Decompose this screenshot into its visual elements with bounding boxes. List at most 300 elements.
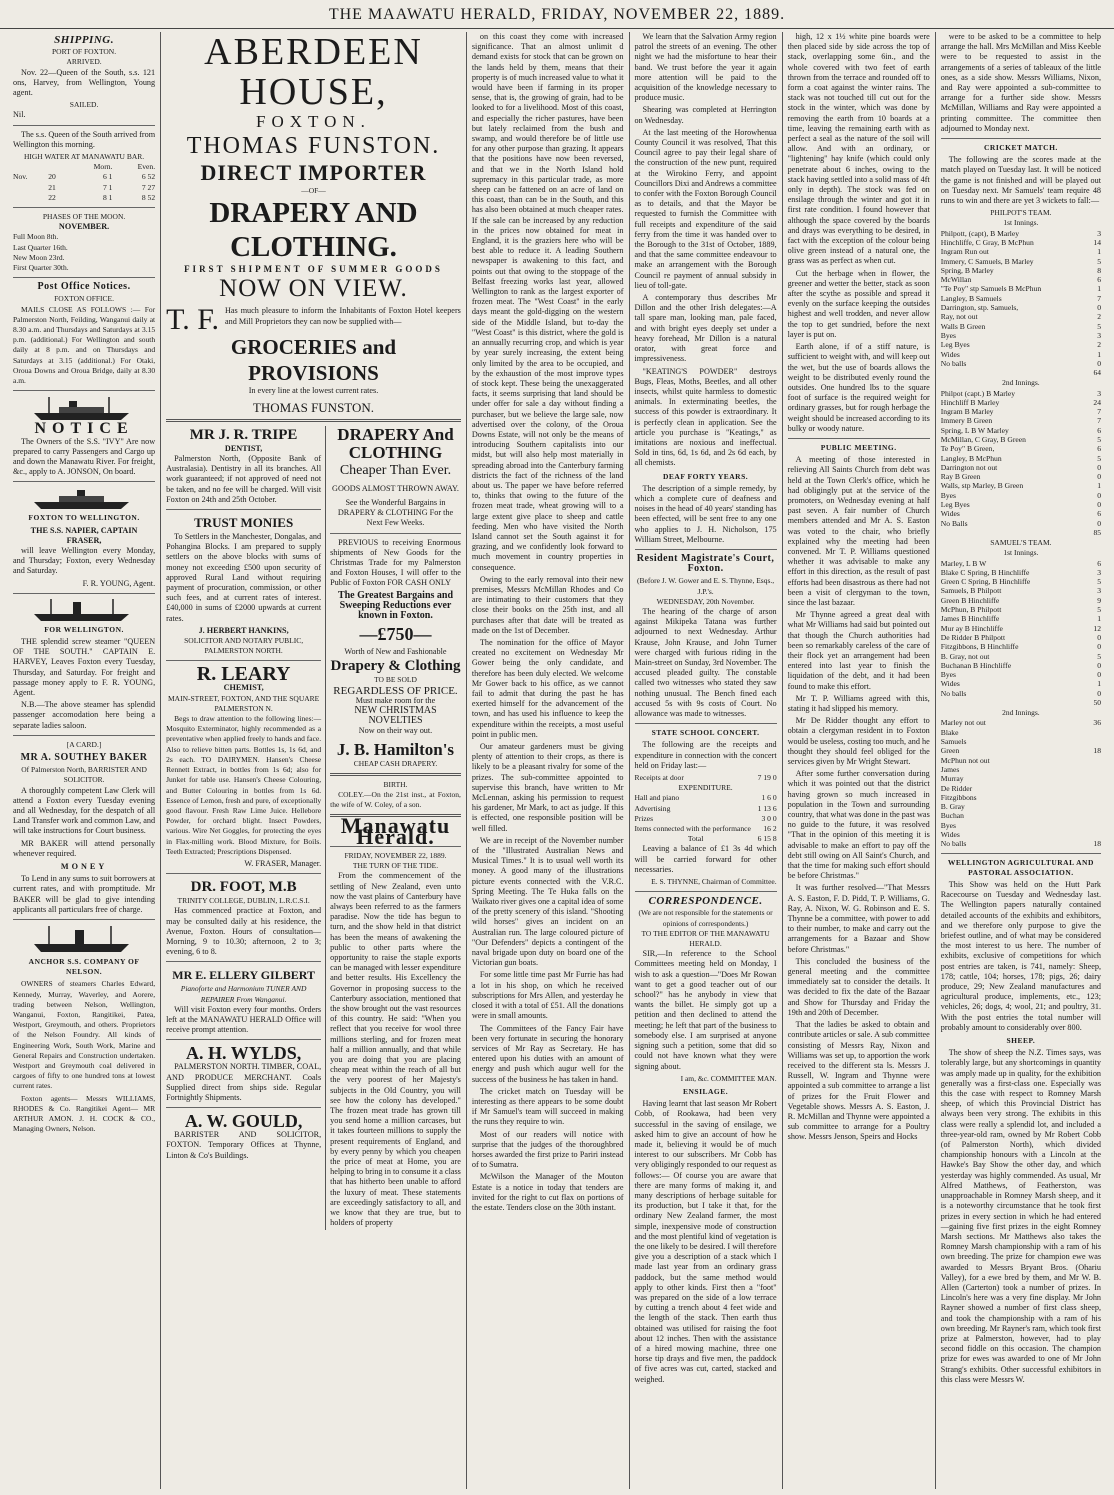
cheaper-heading: Cheaper Than Ever. [339, 462, 452, 478]
player-name: McPhun, B Philpott [940, 605, 1002, 615]
score-row [941, 728, 1101, 737]
score-row [941, 737, 1101, 746]
article-text: Mr De Ridder thought any effort to obtain a clergyman resident in to Foxton would be useless, costing too much, and he thought they should feel obliged for the services given by Mr Wright Stewart. [787, 716, 930, 767]
now2-label: Now on their way out. [358, 726, 433, 736]
player-name: Darrington, stp. Samuels, [940, 303, 1019, 313]
player-name: Ray B Green [940, 472, 981, 482]
player-score: 0 [1097, 688, 1102, 698]
player-score: 0 [1097, 462, 1102, 472]
anchor-steamer-icon [29, 924, 139, 954]
player-score: 9 [1097, 595, 1102, 605]
player-name: McPhun not out [940, 755, 990, 765]
player-name: "Te Poy" stp Samuels B McPhun [940, 284, 1042, 294]
team2-heading: SAMUEL'S TEAM. [990, 538, 1052, 548]
cricket-heading: CRICKET MATCH. [983, 143, 1058, 153]
player-name: Ray, not out [940, 312, 978, 322]
article-text: The nomination for the office of Mayor created no excitement on Wednesday Mr Gower being the only candidate, and therefore has been duly elected. We welcome Mr Gower back to his office, as we cannot fail to admit that during the past he has exerted himself for the advancement of the town, and has used his influence to keep the expenditure within the receipts, a most useful point in public men. [471, 637, 624, 739]
article-text: on this coast they come with increased significance. That an almost unlimit d demand exists for stock that can be grown on the lands held by them, means that their property is of much increased value to what it would have been if farming in its proper sense, that is, the growing of grain, had to be looked to for a livelihood. Most of this coast, and especially the richer pastures, have been but lately reclaimed from the bush and swamp, and would therefore be of little use for any other purpose than grazing. It appears that the positions have now been reversed, and that we in the North Island hold supremacy in this particular trade, as more sheep can be fattened on an acre of land on this coast, than can be in the South, and this has also been obtained at much cheaper rates. If the sale can be increased by any reduction in the prices now obtained for meat in England, it is the graziers here who will be best able to reduce it. A leading Southern newspaper is awakening to this fact, and points out that owing to the stoppage of the Belfast freezing works last year, allowed Wellington to rank as the largest exporter of frozen meat. The "West Coast" in the early days meant the gold-digging on the western side of the Middle Island, but to-day the "West Coast" is this district, where the gold is an annually recurring crop, and which is year by year surely increasing, the extent being only limited by the area to be occupied, and by the exhaustion of the most improve types of stock kept. These being the unexaggerated facts, it seems surprising that land should be under offer for sale a day without finding a purchaser, but we believe the large sale, now advertised over the colony, of the Oroua Downs Estate, will not only be the means of introducing Southern capitalists into our midst, but will also help most materially in spreading abroad into the Canterbury farming districts the fact of the richness of the land about us. The paper we have before referred to, thinks that owing to the future of the frozen meat trade, wheat growing will to a large extent give place to sheep and cattle feeding. Men who have visited the North Island cannot set the South against it for grazing, and we confidently look forward to much movement in country properties in consequence. [471, 32, 624, 572]
trust-text: To Settlers in the Manchester, Dongalas, and Pohangina Blocks. I am prepared to supply settlers on the above blocks with sums of money not exceeding £500 upon security of approved Rural Land without requiring payment of procuration, commission, or other such fees, and at current rates of interest. £40,000 in sums of £2000 upwards at current rates. [166, 532, 322, 623]
player-name: De Ridder [940, 783, 973, 793]
correspondence-text: SIR,—In reference to the School Committees meeting held on Monday, I wish to ask a question—"Does Mr Rowan want to get a good teacher out of our school?" has he anybody in view that wants the billet. He simply got up a petition and then declined to attend the meeting; he left that part of the business to somebody else. I am surprised at anyone signing such a petition, some that did so could not have known what they were signing about. [634, 949, 777, 1071]
player-score: 6 [1097, 509, 1102, 519]
player-score: 3 [1097, 330, 1102, 340]
ellery-sub: Pianoforte and Harmonium TUNER AND REPAIRER From Wanganui. [180, 984, 307, 1004]
article-text: That the ladies be asked to obtain and contribute articles or sale. A sub committee consisting of Messrs Ray, Nixon and Williams was set up, to apportion the work received to the different sta ls. Messrs J. Russell, W. Ingram and Thynne were appointed a sub committee to arrange a list of prizes for the Fruit Flower and Vegetable shows. Messrs A. S. Easton, J. R. McMillan and Thynne were appointed a sub committee to arrange for a Poultry show. Messrs Jenson, Speirs and Hocks [787, 1020, 930, 1142]
player-name: Ingram B Marley [940, 407, 994, 417]
player-score: 1 [1097, 284, 1102, 294]
player-name: Marley, L B W [940, 558, 987, 568]
foxton-heading: FOXTON. [256, 112, 371, 131]
innings-label: 2nd Innings. [1002, 708, 1040, 718]
chemist-label: CHEMIST, [223, 683, 264, 693]
sheep-heading: SHEEP. [1006, 1036, 1036, 1046]
sailed-label: SAILED. [69, 100, 99, 110]
foot-text: Has commenced practice at Foxton, and may be consulted daily at his residence, the Avenue, Foxton. Hours of consultation—Morning, 9 to 10.30; afternoon, 2 to 3; evening, 6 to 8. [166, 906, 322, 957]
now-on-view: NOW ON VIEW. [219, 275, 408, 303]
player-name: Philpot (capt.) B Marley [940, 388, 1016, 398]
herald-title: Manawatu Herald. [340, 813, 451, 849]
article-text: We learn that the Salvation Army region patrol the streets of an evening. The other night we had the misfortune to hear their band. We trust before the year it again more attention will be paid to the acquisition of the knowledge necessary to produce music. [634, 32, 777, 103]
score-row [941, 793, 1101, 802]
correspondence-heading: CORRESPONDENCE. [648, 895, 763, 908]
notice-heading: NOTICE [34, 420, 134, 438]
player-name: Immery, C Samuels, B Marley [940, 256, 1034, 266]
meeting-text: A meeting of those interested in relieving All Saints Church from debt was held at the Town Clerk's office, which he had obligingly put at the service of the promoters, on Wednesday evening at half past seven. A fair number of Church members attended and Mr A. S. Easton was voted to the chair, who briefly explained why the meeting had been convened. Mr T. P. Williams questioned whether it was advisable to make any effort in this direction, as the result of past efforts had been disastrous as there had not been a visit of clergyman to the town, since the last bazaar. [787, 455, 930, 607]
drapery2-heading: DRAPERY And CLOTHING [337, 424, 454, 462]
hankins-name: J. HERBERT HANKINS, [198, 625, 289, 635]
player-name: Spring, B Marley [940, 265, 994, 275]
article-text: The cricket match on Tuesday will be interesting as there appears to be some doubt if Mr Samuel's team will succeed in making the runs they require to win. [471, 1086, 624, 1127]
arrived-label: ARRIVED. [66, 57, 102, 67]
player-score: 0 [1097, 518, 1102, 528]
player-name: Hinchliff B Marley [940, 397, 1000, 407]
wylds-text: PALMERSTON NORTH. TIMBER, COAL, AND PRODUCE MERCHANT. Coals Supplied direct from ships side. Regular Fortnightly Shipments. [166, 1062, 322, 1102]
score-row [941, 689, 1101, 698]
article-text: McWilson the Manager of the Mouton Estate is a notice in today that tenders are invited for the right to cut flax on portions of the estate. Tenders close on the 30th instant. [471, 1172, 624, 1212]
score-row [941, 247, 1101, 256]
post-office-text: MAILS CLOSE AS FOLLOWS :— For Palmerston North, Feilding, Wanganui daily at 8.30 a.m. and Thursdays and Saturdays at 3.15 p.m. (additional.) For Wellington and south daily at 8 p.m. and on Thursdays and Saturdays at 3.15 (additional.) For Otaki, Oroua Downs and Oroua Bridge, daily at 8.30 a.m. [13, 304, 156, 386]
player-name: B. Gray, not out [940, 651, 990, 661]
leary-text: Begs to draw attention to the following lines:— Mosquito Exterminator, highly recommended as a preventative when applied freely to hands and face. Also to relieve bitten parts. Bottles 1s, 1s 6d, and 2s each. TO DAIRYMEN. Hansen's Cheese Rennett Extract, in bottles from 1s 6d; also for Junket for table use. Hansen's Cheese Colouring, and Butter Colouring in bottles from 1s 6d. Essence of Lemon, fresh and pure, of exceptionally good flavour. Fresh Raw Lime Juice. Hellebore Powder, for orchard blight. Insect Powders, various. Wire Net Goggles, for protecting the eyes in Flax-milling work. Blood Mixture, for Boils. Teeth Extracted; Prescriptions Dispensed. [166, 714, 322, 856]
score-row [941, 774, 1101, 783]
article-text: A contemporary thus describes Mr Dillon and the other Irish delegates:—A tall spare man, looking man, pale faced, and with bright eyes deeply set under a heavy forehead, Mr Dillon is a natural orator, with great force and impressiveness. [634, 293, 777, 364]
article-text: After some further conversation during which it was pointed out that the district having grown so much increased in population in the Town and surrounding country, that what was done in the past was no guide to the future, it was resolved "That in the opinion of this meeting it is advisable to make an effort to pay off the debt still owing on All Saint's Church, and that the time for making such effort should be before Christmas." [787, 769, 930, 881]
cricket-intro: The following are the scores made at the match played on Tuesday last. It will be noticed the game is not finished and will be played out on Tuesday next. Mr Samuels' team require 48 runs to win and there are yet 3 wickets to fall:— [940, 155, 1102, 206]
score-row [941, 266, 1101, 275]
score-row [941, 568, 1101, 577]
score-row [941, 756, 1101, 765]
score-row [941, 350, 1101, 359]
keating-ad: "KEATING'S POWDER" destroys Bugs, Fleas, Moths, Beetles, and all other insects, whilst quite harmless to domestic animals. In exterminating beetles, the success of this powder is extraordinary. It is perfectly clean in application. See the article you purchase is "Keatings," as imitations are noxious and ineffectual. Sold in tins, 6d, 1s 6d, and 2s 6d each, by all chemists. [634, 366, 777, 468]
score-row [941, 614, 1101, 623]
moon-phase: First Quarter 30th. [13, 263, 69, 273]
queen-note: N.B.—The above steamer has splendid passenger accomodation here being a separate ladies saloon. [13, 700, 156, 730]
player-score: 5 [1097, 256, 1102, 266]
concert-heading: STATE SCHOOL CONCERT. [651, 728, 760, 738]
high-water-heading: HIGH WATER AT MANAWATU BAR. [23, 152, 145, 162]
player-name: Green B Hinchliffe [940, 595, 1000, 605]
baker-text2: MR BAKER will attend personally whenever required. [13, 838, 156, 858]
score-row [941, 257, 1101, 266]
player-name: Wides [940, 349, 960, 359]
score-row [941, 398, 1101, 407]
ensilage-heading: ENSILAGE. [683, 1086, 729, 1096]
hamilton-heading: J. B. Hamilton's [336, 739, 455, 759]
player-score: 2 [1097, 340, 1102, 350]
player-score: 0 [1097, 358, 1102, 368]
deaf-text: The description of a simple remedy, by which a complete cure of deafness and noises in the head of 40 years' standing has been effected, will be sent free to any one who applies to J. H. Nicholson, 175 William Street, Melbourne. [634, 483, 777, 544]
player-name: De Ridder B Philpott [940, 632, 1006, 642]
player-score: 8 [1097, 265, 1102, 275]
player-score: 5 [1097, 577, 1102, 587]
score-row [941, 322, 1101, 331]
player-score: 0 [1097, 490, 1102, 500]
player-name: Fitzgibbons, B Hinchliffe [940, 642, 1019, 652]
score-total: 64 [1093, 368, 1102, 378]
moon-heading: PHASES OF THE MOON. [42, 212, 126, 222]
scorecard [941, 718, 1101, 848]
steamer-icon [29, 598, 139, 622]
post-office-heading: Post Office Notices. [37, 281, 131, 293]
wonderful-label: See the Wonderful Bargains in DRAPERY & CLOTHING For the Next Few Weeks. [337, 498, 454, 528]
column-news-3 [783, 32, 936, 1489]
score-row [941, 661, 1101, 670]
score-row [941, 633, 1101, 642]
tide-heading: THE TURN OF THE TIDE. [352, 861, 439, 871]
sailed-nil: Nil. [13, 110, 26, 120]
player-score [1083, 784, 1101, 793]
correspondence-sign: I am, &c. COMMITTEE MAN. [680, 1073, 777, 1083]
player-score [1083, 756, 1101, 765]
player-name: Hinchliffe, C Gray, B McPhun [940, 237, 1034, 247]
score-row [941, 746, 1101, 755]
player-score: 3 [1097, 586, 1102, 596]
column-advertisements [161, 32, 467, 1489]
score-row [941, 481, 1101, 490]
player-score: 6 [1097, 558, 1102, 568]
steamer-icon [29, 395, 139, 421]
importer-heading: DIRECT IMPORTER [200, 160, 427, 185]
room-label: Must make room for the [355, 695, 436, 705]
player-score: 0 [1097, 632, 1102, 642]
moon-phase: Full Moon 8th. [13, 232, 59, 242]
player-score [1083, 765, 1101, 774]
player-score: 1 [1097, 481, 1102, 491]
article-text: At the last meeting of the Horowhenua County Council it was resolved, That this Council agree to pay their legal share of the construction of the new punt, required at the Wirokino Ferry, and appoint Councillors Dixi and Andrews a committee to confer with the Foxton Borough Council as to details, and that the Mayor be requested to furnish the Committee with full receipts and expenditure of the said ferry from the time it was handed over to the Borough to the 31st of October, 1889, and that the same committee endeavour to make an arrangement with the Borough Council re payment of annual subsidy in lieu of toll-gate. [634, 127, 777, 290]
gould-heading: A. W. GOULD, [184, 1111, 303, 1132]
player-score: 1 [1097, 247, 1102, 257]
ellery-text: Will visit Foxton every four months. Orders left at the MANAWATU HERALD Office will receive prompt attention. [166, 1004, 322, 1035]
player-name: Samuels [940, 737, 967, 747]
tripe-heading: MR J. R. TRIPE [189, 426, 298, 443]
innings-label: 1st Innings. [1003, 548, 1039, 558]
thynne-sign: E. S. THYNNE, Chairman of Committee. [651, 877, 777, 887]
player-name: James [940, 764, 960, 774]
player-name: No balls [940, 688, 967, 698]
funston-heading: THOMAS FUNSTON. [186, 133, 441, 159]
ship-note: The s.s. Queen of the South arrived from Wellington this morning. [13, 129, 156, 149]
correspondence-to: TO THE EDITOR OF THE MANAWATU HERALD. [641, 928, 770, 949]
score-row [941, 312, 1101, 321]
column-news-4 [936, 32, 1106, 1489]
notice-text: The Owners of the S.S. "IVY" Are now prepared to carry Passengers and Cargo up and down the Manawatu River. For freight, &c., apply to A. JONSON, On board. [13, 436, 156, 477]
player-name: No Balls [940, 518, 968, 528]
article-text: For some little time past Mr Furrie has had a lot in his shop, on which he received subscriptions for Mrs Allen, and yesterday he closed it with a total of £51. All the donations were in small amounts. [471, 970, 624, 1021]
score-row [941, 331, 1101, 340]
player-score: 3 [1097, 567, 1102, 577]
birth-text: COLEY.—On the 21st inst., at Foxton, the wife of W. Coley, of a son. [330, 790, 461, 810]
foot-heading: DR. FOOT, M.B [190, 879, 297, 896]
dentist-label: DENTIST, [224, 443, 263, 453]
article-text: Most of our readers will notice with surprise that the judges of the thoroughbred horses awarded the first prize to Pariri instead of to Sumatra. [471, 1129, 624, 1170]
player-name: Fitzgibbons [940, 792, 977, 802]
groceries-heading: GROCERIES and PROVISIONS [230, 335, 397, 386]
foot-sub: TRINITY COLLEGE, DUBLIN, L.R.C.S.I. [177, 896, 310, 906]
score-row [941, 284, 1101, 293]
article-text: Cut the herbage when in flower, the greener and wetter the better, stack as soon after the scythe as possible and spread it evenly on the surface keeping the outsides highest and well trodden, and never allow the top to get sundried, before the next layer is put on. [787, 268, 930, 339]
birth-heading: BIRTH. [383, 779, 408, 789]
court-text: The hearing of the charge of arson against Mikipeka Tatana was further adjourned to next Wednesday. Arthur Krause, John Krause, and John Turner were charged with furious riding in the Main-street on Sunday, 3rd November. The accused pleaded guilty. The constable called two witnesses who stated they saw nothing unusual. The Bench fined each accused 5s with 9s costs of Court. No allowance was made to witnesses. [634, 606, 777, 718]
player-name: Wides [940, 679, 960, 689]
player-score: 1 [1097, 349, 1102, 359]
player-score [1083, 737, 1101, 746]
port-label: PORT OF FOXTON. [52, 47, 117, 57]
score-row [941, 596, 1101, 605]
score-row [941, 519, 1101, 528]
player-name: Spring, L B W Marley [940, 425, 1009, 435]
leary-sub: MAIN-STREET, FOXTON, AND THE SQUARE PALMERSTON N. [167, 693, 320, 713]
score-row [941, 821, 1101, 830]
goods-label: GOODS ALMOST THROWN AWAY. [332, 483, 459, 493]
player-name: Buchanan B Hinchliffe [940, 660, 1012, 670]
tide-text: From the commencement of the settling of New Zealand, even unto now the vast plains of Canterbury have always been referred to as the farmers paradise. Now the tide has begun to turn, and the show held in that district has been the means of awakening the public to other parts where the opportunity to raise the staple exports can be managed with lesser expenditure and better results. His Excellency the Governor in proposing success to the Canterbury association, mentioned that the show brought out the vast resources of this country. He said: "When you reflect that you receive for wool three millions sterling, and for frozen meat half a million annually, and that while you are doing that you are placing cheap meat within the reach of all but the very poorest of her Majesty's subjects in the Old Country, you will see how the colony has developed." The frozen meat trade has grown till you send home a million carcases, but it takes fourteen millions to supply the present requirements of England, and by every penny by which you cheapen the price of meat at Home, you are helping to bring in to consume it a class that has hitherto been unable to afford the luxury of meat. These statements are exceedingly satisfactory to all, and we know that they are true, but to holders of property [330, 871, 461, 1228]
score-row [941, 784, 1101, 793]
article-text: The Committees of the Fancy Fair have been very fortunate in securing the honorary services of Mr Ray as Secretary. He has entered upon his duties with an amount of energy and push which augur well for the success of the business he has taken in hand. [471, 1023, 624, 1084]
score-row [941, 679, 1101, 688]
meeting-heading: PUBLIC MEETING. [820, 442, 897, 452]
leary-heading: R. LEARY [196, 663, 291, 686]
article-text: Mr Thynne agreed a great deal with what Mr Williams had said but pointed out that though the Church authorities had been so remarkably careless of the care of their flock yet an arrangement had been entered into last year to finish the liquidation of the debt, and it had been found to make this effort. [787, 610, 930, 691]
player-score: 0 [1097, 660, 1102, 670]
score-row [941, 652, 1101, 661]
for-wellington-heading: FOR WELLINGTON. [44, 624, 124, 634]
score-row [941, 294, 1101, 303]
scorecard [941, 229, 1101, 368]
player-score: 24 [1093, 397, 1102, 407]
sold-label: TO BE SOLD [374, 675, 417, 685]
foxton-wellington-heading: FOXTON TO WELLINGTON. [28, 513, 140, 523]
score-row [941, 811, 1101, 820]
player-name: Langley, B Samuels [940, 293, 1002, 303]
innings-label: 2nd Innings. [1002, 378, 1040, 388]
player-score: 12 [1093, 623, 1102, 633]
trust-heading: TRUST MONIES [194, 515, 294, 531]
player-score: 1 [1097, 614, 1102, 624]
player-score [1083, 821, 1101, 830]
score-row [941, 340, 1101, 349]
player-name: Buchan [940, 811, 964, 821]
correspondence-note: (We are not responsible for the statements or opinions of correspondents.) [638, 908, 773, 928]
column-news-1 [467, 32, 630, 1489]
novelties-label: NEW CHRISTMAS NOVELTIES [354, 705, 437, 727]
player-name: Samuels, B Philpott [940, 586, 1002, 596]
greatest-label: The Greatest Bargains and Sweeping Reductions ever known in Foxton. [337, 589, 454, 622]
tripe-text: Palmerston North, (Opposite Bank of Australasia). Dentistry in all its branches. All work guaranteed; if not approved of need not be taken, and no fee will be charged. Will visit Foxton on 24th and 25th October. [166, 454, 322, 504]
score-total: 85 [1093, 527, 1102, 537]
queen-text: THE splendid screw steamer "QUEEN OF THE SOUTH." CAPTAIN E. HARVEY, Leaves Foxton every Tuesday, Thursday, and Saturday. For freight and passage money apply to F. R. YOUNG, Agent. [13, 636, 156, 697]
score-row [941, 765, 1101, 774]
baker-heading: MR A. SOUTHEY BAKER [20, 751, 148, 763]
moon-phase: Last Quarter 16th. [13, 242, 68, 252]
score-row [941, 718, 1101, 727]
player-name: Te Poy" B Green, [940, 444, 995, 454]
score-row [941, 559, 1101, 568]
moon-phase: New Moon 23rd. [13, 252, 65, 262]
baker-text: A thoroughly competent Law Clerk will attend a Foxton every Tuesday evening and all Wednesday, for the despatch of all Land Transfer work and common Law, and will take instructions for Court business. [13, 785, 156, 836]
player-name: Mur ay B Hinchliffe [940, 623, 1003, 633]
player-name: Byes [940, 490, 956, 500]
drapery3-heading: Drapery & Clothing [330, 658, 461, 675]
player-score: 5 [1097, 453, 1102, 463]
player-score [1083, 811, 1101, 820]
court-heading: Resident Magistrate's Court, Foxton. [636, 552, 775, 575]
score-row [941, 802, 1101, 811]
player-name: Wides [940, 509, 960, 519]
hankins-sub: SOLICITOR AND NOTARY PUBLIC, PALMERSTON NORTH. [184, 636, 304, 656]
gould-text: BARRISTER AND SOLICITOR, FOXTON. Temporary Offices at Thynne, Linton & Co's Buildings. [166, 1130, 322, 1160]
every-line: In every line at the lowest current rates. [248, 386, 379, 396]
ellery-heading: MR E. ELLERY GILBERT [172, 968, 315, 983]
moon-month: NOVEMBER. [58, 222, 110, 232]
article-text: We are in receipt of the November number of the "Illustrated Australian News and Musical Times." It is to usual well worth its money. A good many of the illustrations picture events connected with the V.R.C. Spring Meeting. The Te Huka falls on the Waikato river gives one a capital idea of some of the pretty scenery of this island. "Shooting wild horses" gives an incident on an Australian run. The large coloured picture of "Our Defenders" depicts a contingent of the naval brigade upon duty on board one of the Victorian gun boats. [471, 835, 624, 968]
score-row [941, 359, 1101, 368]
score-row [941, 303, 1101, 312]
player-name: James B Hinchliffe [940, 614, 1000, 624]
deaf-heading: DEAF FORTY YEARS. [663, 471, 749, 481]
score-row [941, 275, 1101, 284]
score-row [941, 670, 1101, 679]
player-name: No balls [940, 839, 967, 849]
napier-heading: THE S.S. NAPIER, CAPTAIN FRASER, [30, 525, 138, 545]
player-score: 2 [1097, 312, 1102, 322]
article-text: Shearing was completed at Herrington on Wednesday. [634, 105, 777, 125]
player-name: Walls B Green [940, 321, 986, 331]
tf-initials: T. F. [166, 306, 220, 335]
article-text: Our amateur gardeners must be giving plenty of attention to their crops, as there is likely to be a pleasant rivalry for some of the prizes. The sub-committee appointed to supervise this branch, have written to Mr McLennan, asking his permission to request his gardener, Mr Mark, to act as judge. If this is effected, one responsible position will be well filled. [471, 742, 624, 833]
of-label: —OF— [301, 186, 326, 195]
tf-text: Has much pleasure to inform the Inhabitants of Foxton Hotel keepers and Mill Proprietors they can now be supplied with— [225, 306, 461, 326]
agri-text: This Show was held on the Hutt Park Racecourse on Tuesday and Wednesday last. The Wellington papers naturally contained detailed accounts of the exhibits and exhibitors, and we therefore only purpose to give the briefest outline, and of what may be considered the most interest to us here. The number of exhibits, exclusive of competitions for which post entries are taken, is 741, namely: Sheep, 178; cattle, 104; horses, 178; pigs, 26; dairy produce, 29; New Zealand manufactures and agricultural produce, implements, etc., 123; vehicles, 26; dogs, 4; wool, 21; and poultry, 31. With the post entries the total number will probably amount to considerably over 800. [940, 880, 1102, 1032]
player-name: Byes [940, 670, 956, 680]
steamer-icon [29, 486, 139, 510]
score-row [941, 830, 1101, 839]
napier-agent: F. R. YOUNG, Agent. [82, 578, 156, 588]
score-row [941, 642, 1101, 651]
innings-label: 1st Innings. [1003, 218, 1039, 228]
anchor-text: OWNERS of steamers Charles Edward, Kennedy, Murray, Waverley, and Aorere, trading between Nelson, Wellington, Wanganui, Foxton, Rangitikei, Patea, Westport, Greymouth, and others. Proprietors of the Nelson Foundry. All kinds of Engineering Work, South Work, Marine and General Repairs and Construction undertaken. Westport and Greymouth coal delivered in cargoes of fifty to one hundred tons at lowest current rates. [13, 979, 156, 1091]
herald-date: FRIDAY, NOVEMBER 22, 1889. [344, 850, 447, 860]
score-row [941, 229, 1101, 238]
player-score: 1 [1097, 679, 1102, 689]
player-score: 18 [1093, 746, 1102, 756]
player-name: Langley, B McPhun [940, 453, 1002, 463]
score-row [941, 426, 1101, 435]
anchor-heading: ANCHOR S.S. COMPANY OF NELSON. [28, 957, 140, 977]
baker-sub: Of Palmerston North, BARRISTER AND SOLICITOR. [21, 765, 147, 785]
player-score: 6 [1097, 444, 1102, 454]
score-row [941, 605, 1101, 614]
hamilton-sub: CHEAP CASH DRAPERY. [353, 758, 438, 768]
anchor-agents: Foxton agents— Messrs WILLIAMS, RHODES & Co. Rangitikei Agent— MR ARTHUR AMON. J. H. COCK & CO., Managing Owners, Nelson. [13, 1093, 156, 1134]
funston-sign: THOMAS FUNSTON. [252, 399, 375, 415]
player-score [1083, 774, 1101, 783]
player-score [1083, 728, 1101, 737]
score-row [941, 444, 1101, 453]
score-row [941, 624, 1101, 633]
price-heading: —£750— [359, 624, 432, 645]
player-score: 5 [1097, 605, 1102, 615]
score-row [941, 389, 1101, 398]
player-name: Wides [940, 830, 960, 839]
player-name: Marley not out [940, 718, 986, 728]
court-before: (Before J. W. Gower and E. S. Thynne, Esqs., J.P.'s. [637, 576, 775, 596]
article-text: Owing to the early removal into their new premises, Messrs McMillan Rhodes and Co are intimating to their customers that they close their books on the 25th inst, and all purchases after that date will be treated as made on the 1st of December. [471, 574, 624, 635]
score-row [941, 577, 1101, 586]
agri-heading: WELLINGTON AGRICULTURAL AND PASTORAL ASSOCIATION. [947, 857, 1094, 877]
team1-heading: PHILPOT'S TEAM. [990, 208, 1052, 218]
player-score: 18 [1093, 839, 1102, 849]
score-row [941, 407, 1101, 416]
player-name: Green C Spring, B Hinchliffe [940, 577, 1031, 587]
player-name: Murray [940, 774, 964, 784]
aberdeen-heading: ABERDEEN HOUSE, [204, 32, 423, 113]
score-row [941, 435, 1101, 444]
score-row [941, 491, 1101, 500]
player-score: 0 [1097, 670, 1102, 680]
player-score: 3 [1097, 228, 1102, 238]
article-text: This concluded the business of the general meeting and the committee immediately sat to consider the details. It was decided to fix the date of the Bazaar and Show for Thursday and Friday the 19th and 20th of December. [787, 956, 930, 1017]
player-name: B. Gray [940, 802, 965, 812]
player-score: 0 [1097, 642, 1102, 652]
player-name: Byes [940, 330, 956, 340]
player-score [1083, 802, 1101, 811]
player-score: 6 [1097, 425, 1102, 435]
player-name: Immery B Green [940, 416, 993, 426]
player-score: 0 [1097, 472, 1102, 482]
player-score: 36 [1093, 718, 1102, 728]
balance-text: Leaving a balance of £1 3s 4d which will be carried forward for other necessaries. [634, 844, 777, 874]
score-row [941, 454, 1101, 463]
player-name: Byes [940, 820, 956, 830]
player-score [1083, 793, 1101, 802]
score-row [941, 238, 1101, 247]
player-score: 5 [1097, 435, 1102, 444]
player-name: Blake [940, 727, 959, 737]
player-score: 3 [1097, 388, 1102, 398]
article-text: high, 12 x 1½ white pine boards were then placed side by side across the top of stack, overlapping some 6in., and the whole covered with two feet of earth thrown from the terrace and rounded off to form a coat against the winter rains. The stack was not touched till cut out for the stock in the winter, which was done by removing the earth from 10 boards at a time, leaving the remaining earth with as perfect a seal as the nature of the soil will allow. And with an ordinary, or "lightening" hay knife (which could only penetrate about 6 inches, owing to the stack having settled into a solid mass of 4ft only in depth). The stock was fed on ensilage through the winter and got it in first rate condition. I found however that although the space covered by the boards and drays was everything to be desired, in fact with the exception of the colour being olive green instead of a natural one, the grass was as perfect as when cut. [787, 32, 930, 266]
player-score: 7 [1097, 407, 1102, 417]
money-text: To Lend in any sums to suit borrowers at current rates, and with promptitude. Mr BAKER will be glad to give intending applicants all particulars free of charge. [13, 874, 156, 914]
previous-text: PREVIOUS to receiving Enormous shipments of New Goods for the Christmas Trade for my Palmerston and Foxton Houses, I will offer to the Public of Foxton FOR CASH ONLY [330, 537, 461, 588]
article-text: It was further resolved—"That Messrs A. S. Easton, F. D. Pidd, T. P. Williams, G. Ray, A. Nixon, W. G. Robinson and E. S. Thynne be a committee, with power to add to their number, to make and carry out the arrangements for a Bazaar and Show before Christmas." [787, 883, 930, 954]
scorecard [941, 389, 1101, 528]
regardless-label: REGARDLESS OF PRICE. [333, 684, 458, 697]
score-row [941, 839, 1101, 848]
concert-text: The following are the receipts and expenditure in connection with the concert held on Friday last:— [634, 740, 777, 770]
score-total: 50 [1093, 698, 1102, 708]
article-text: were to be asked to be a committee to help arrange the hall. Mrs McMillan and Miss Keeble were to be requested to assist in the arrangements of a series of tableaux of the little ones, as a side show. Messrs Williams, Nixon, and Ray were appointed a sub-committee to arrange for a further side show. Messrs McMillan, Williams and Ray were appointed a printing committee. The committee then adjourned to Monday next. [940, 32, 1102, 133]
court-date: WEDNESDAY, 20th November. [656, 596, 755, 606]
